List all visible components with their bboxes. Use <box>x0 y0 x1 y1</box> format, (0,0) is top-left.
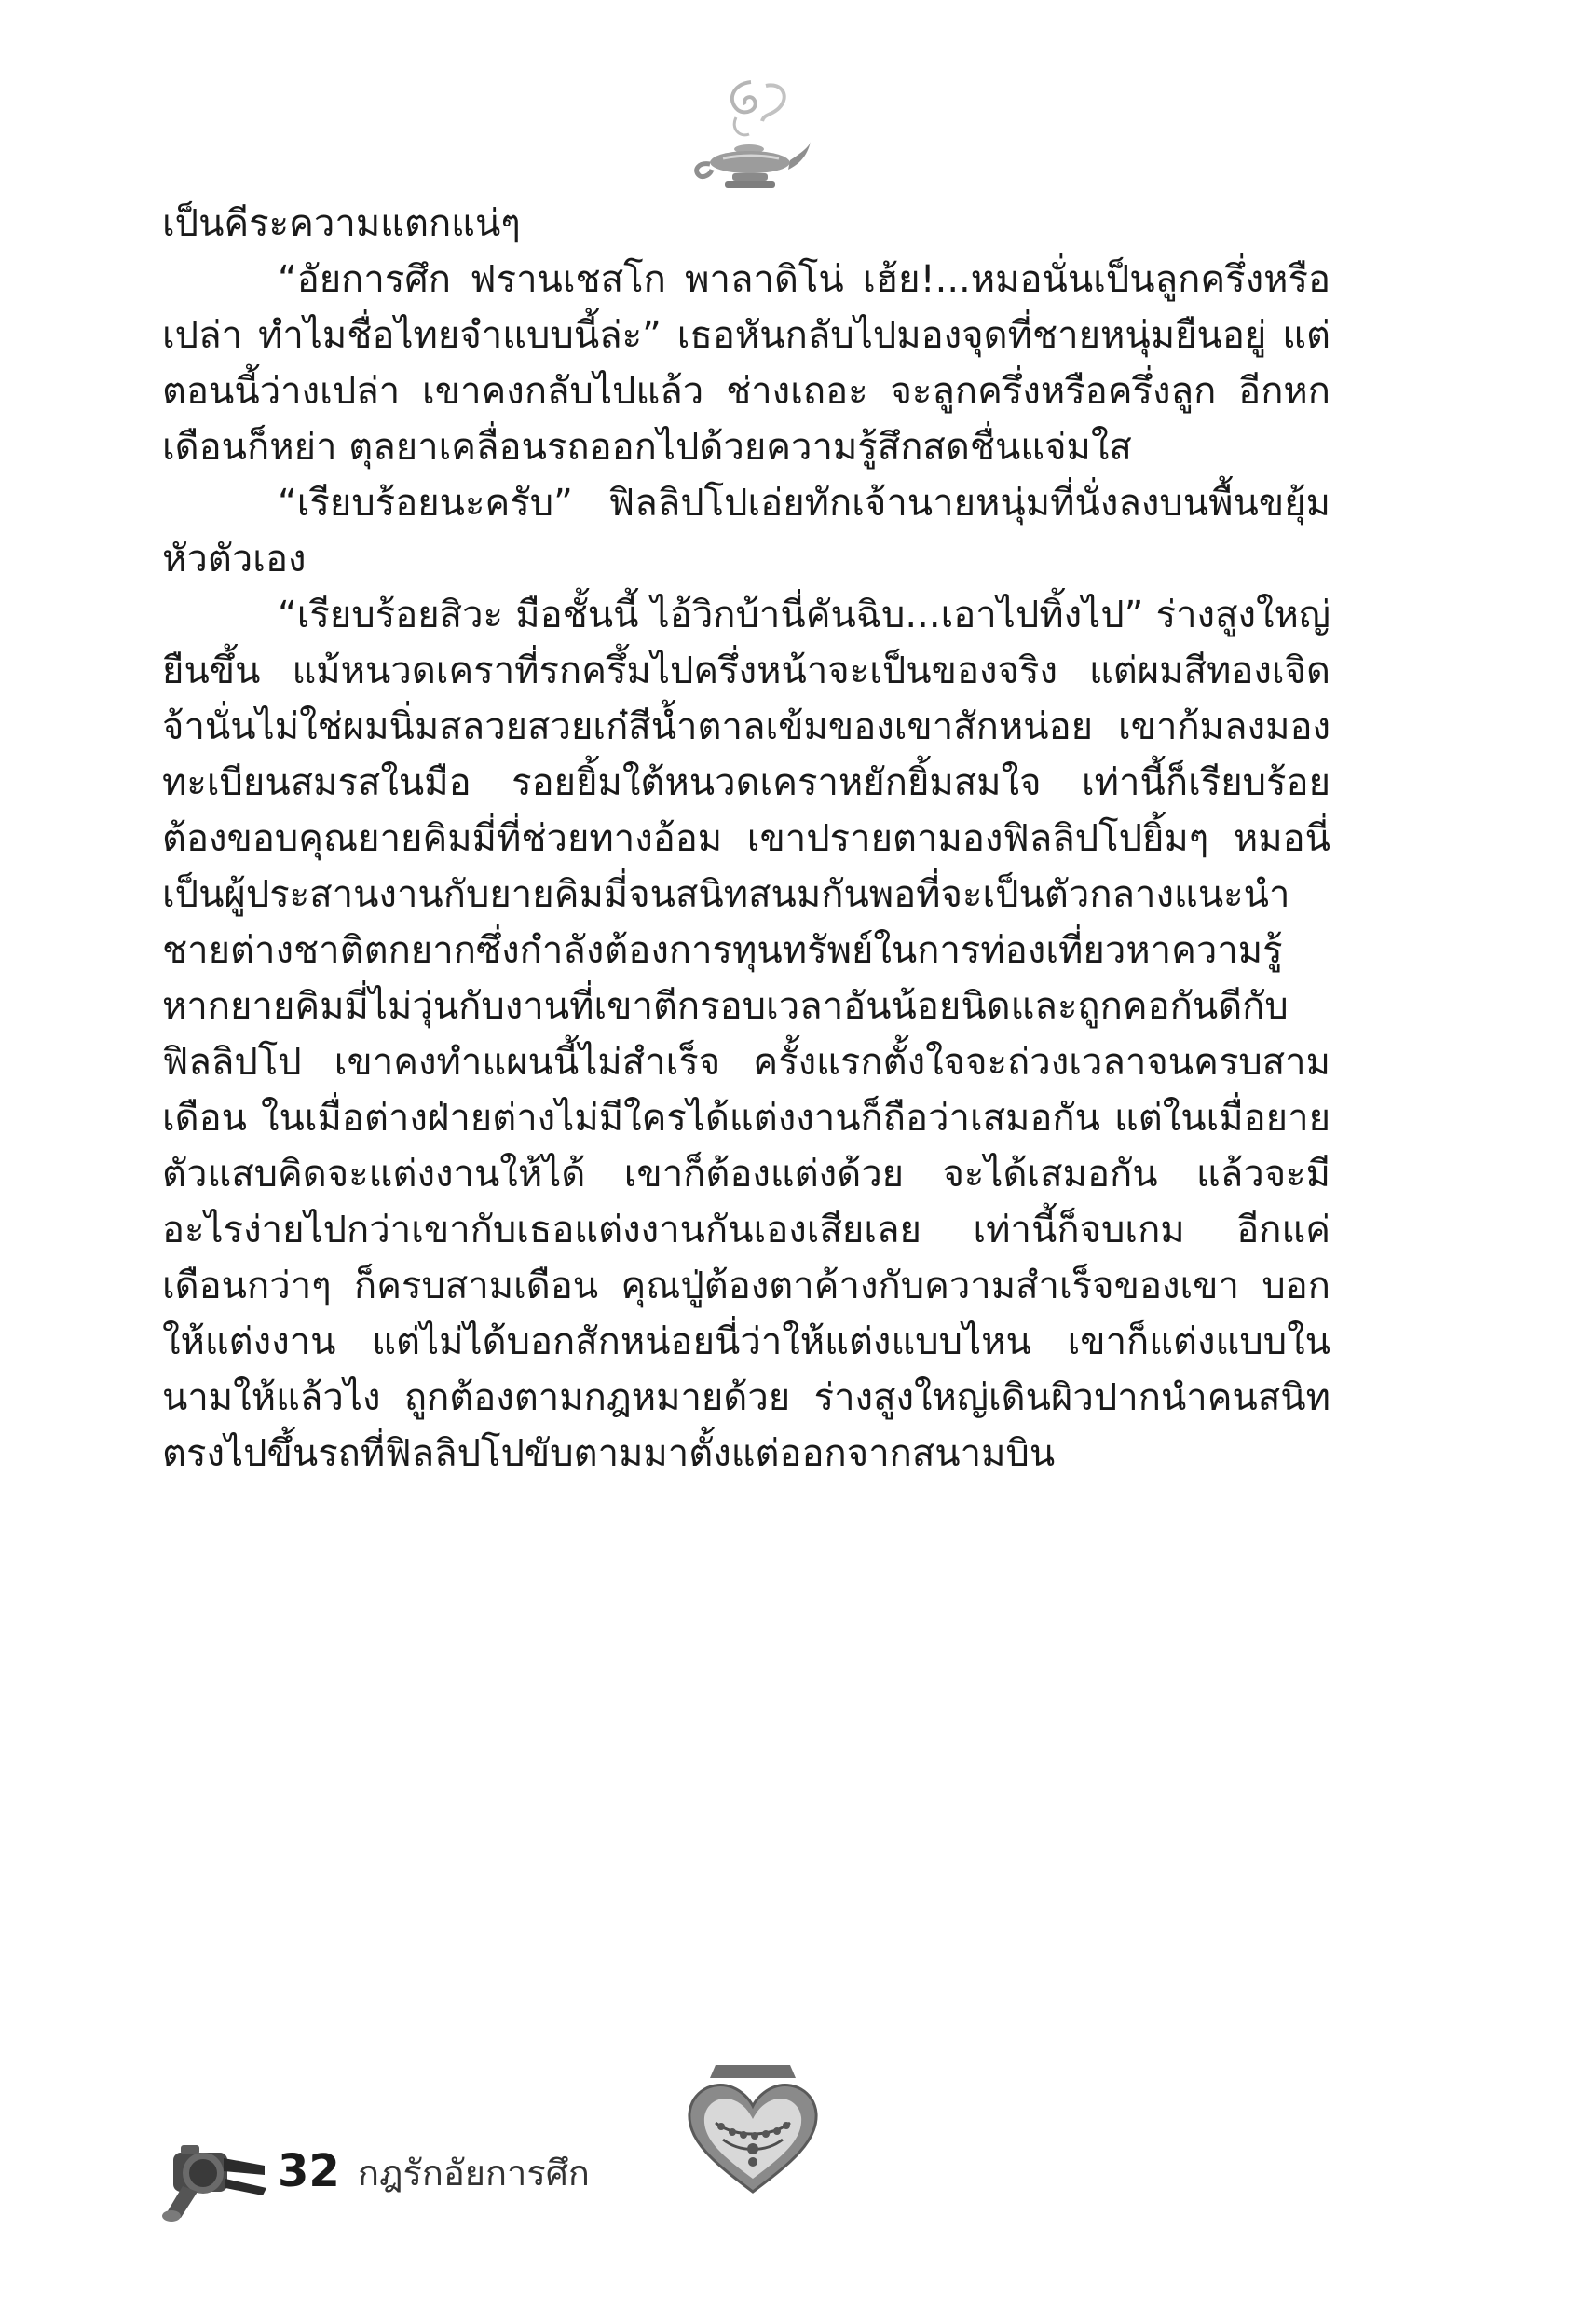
paragraph: “เรียบร้อยนะครับ” ฟิลลิปโปเอ่ยทักเจ้านายหนุ่มที่นั่งลงบนพื้นขยุ้มหัวตัวเอง <box>162 482 1330 581</box>
book-title: กฎรักอัยการศึก <box>358 2153 590 2194</box>
paragraph: เป็นคีระความแตกแน่ๆ <box>162 202 521 245</box>
genie-lamp-icon <box>686 73 812 203</box>
camera-icon <box>160 2121 272 2223</box>
body-text <box>162 196 1330 1482</box>
paragraph: “อัยการศึก ฟรานเชสโก พาลาดิโน่ เฮ้ย!...หมอนั่นเป็นลูกครึ่งหรือเปล่า ทำไมชื่อไทยจำแบบนี้ล่ะ” เธอหันกลับไปมองจุดที่ชายหนุ่มยืนอยู่ แต่ตอนนี้ว่างเปล่า เขาคงกลับไปแล้ว ช่างเถอะ จะลูกครึ่งหรือครึ่งลูก อีกหกเดือนก็หย่า ตุลยาเคลื่อนรถออกไปด้วยความรู้สึกสดชื่นแจ่มใส <box>162 258 1330 469</box>
page-footer <box>160 2121 812 2223</box>
paragraph: “เรียบร้อยสิวะ มือชั้นนี้ ไอ้วิกบ้านี่คันฉิบ...เอาไปทิ้งไป” ร่างสูงใหญ่ยืนขึ้น แม้หนวดเคราที่รกครึ้มไปครึ่งหน้าจะเป็นของจริง แต่ผมสีทองเจิดจ้านั่นไม่ใช่ผมนิ่มสลวยสวยเก๋สีน้ำตาลเข้มของเขาสักหน่อย เขาก้มลงมองทะเบียนสมรสในมือ รอยยิ้มใต้หนวดเคราหยักยิ้มสมใจ เท่านี้ก็เรียบร้อย ต้องขอบคุณยายคิมมี่ที่ช่วยทางอ้อม เขาปรายตามองฟิลลิปโปยิ้มๆ หมอนี่เป็นผู้ประสานงานกับยายคิมมี่จนสนิทสนมกันพอที่จะเป็นตัวกลางแนะนำชายต่างชาติตกยากซึ่งกำลังต้องการทุนทรัพย์ในการท่องเที่ยวหาความรู้ หากยายคิมมี่ไม่วุ่นกับงานที่เขาตีกรอบเวลาอันน้อยนิดและถูกคอกันดีกับฟิลลิปโป เขาคงทำแผนนี้ไม่สำเร็จ ครั้งแรกตั้งใจจะถ่วงเวลาจนครบสามเดือน ในเมื่อต่างฝ่ายต่างไม่มีใครได้แต่งงานก็ถือว่าเสมอกัน แต่ในเมื่อยายตัวแสบคิดจะแต่งงานให้ได้ เขาก็ต้องแต่งด้วย จะได้เสมอกัน แล้วจะมีอะไรง่ายไปกว่าเขากับเธอแต่งงานกันเองเสียเลย เท่านี้ก็จบเกม อีกแค่เดือนกว่าๆ ก็ครบสามเดือน คุณปู่ต้องตาค้างกับความสำเร็จของเขา บอกให้แต่งงาน แต่ไม่ได้บอกสักหน่อยนี่ว่าให้แต่งแบบไหน เขาก็แต่งแบบในนามให้แล้วไง ถูกต้องตามกฎหมายด้วย ร่างสูงใหญ่เดินผิวปากนำคนสนิทตรงไปขึ้นรถที่ฟิลลิปโปขับตามมาตั้งแต่ออกจากสนามบิน <box>162 594 1330 1475</box>
page-number: 32 <box>278 2145 340 2197</box>
